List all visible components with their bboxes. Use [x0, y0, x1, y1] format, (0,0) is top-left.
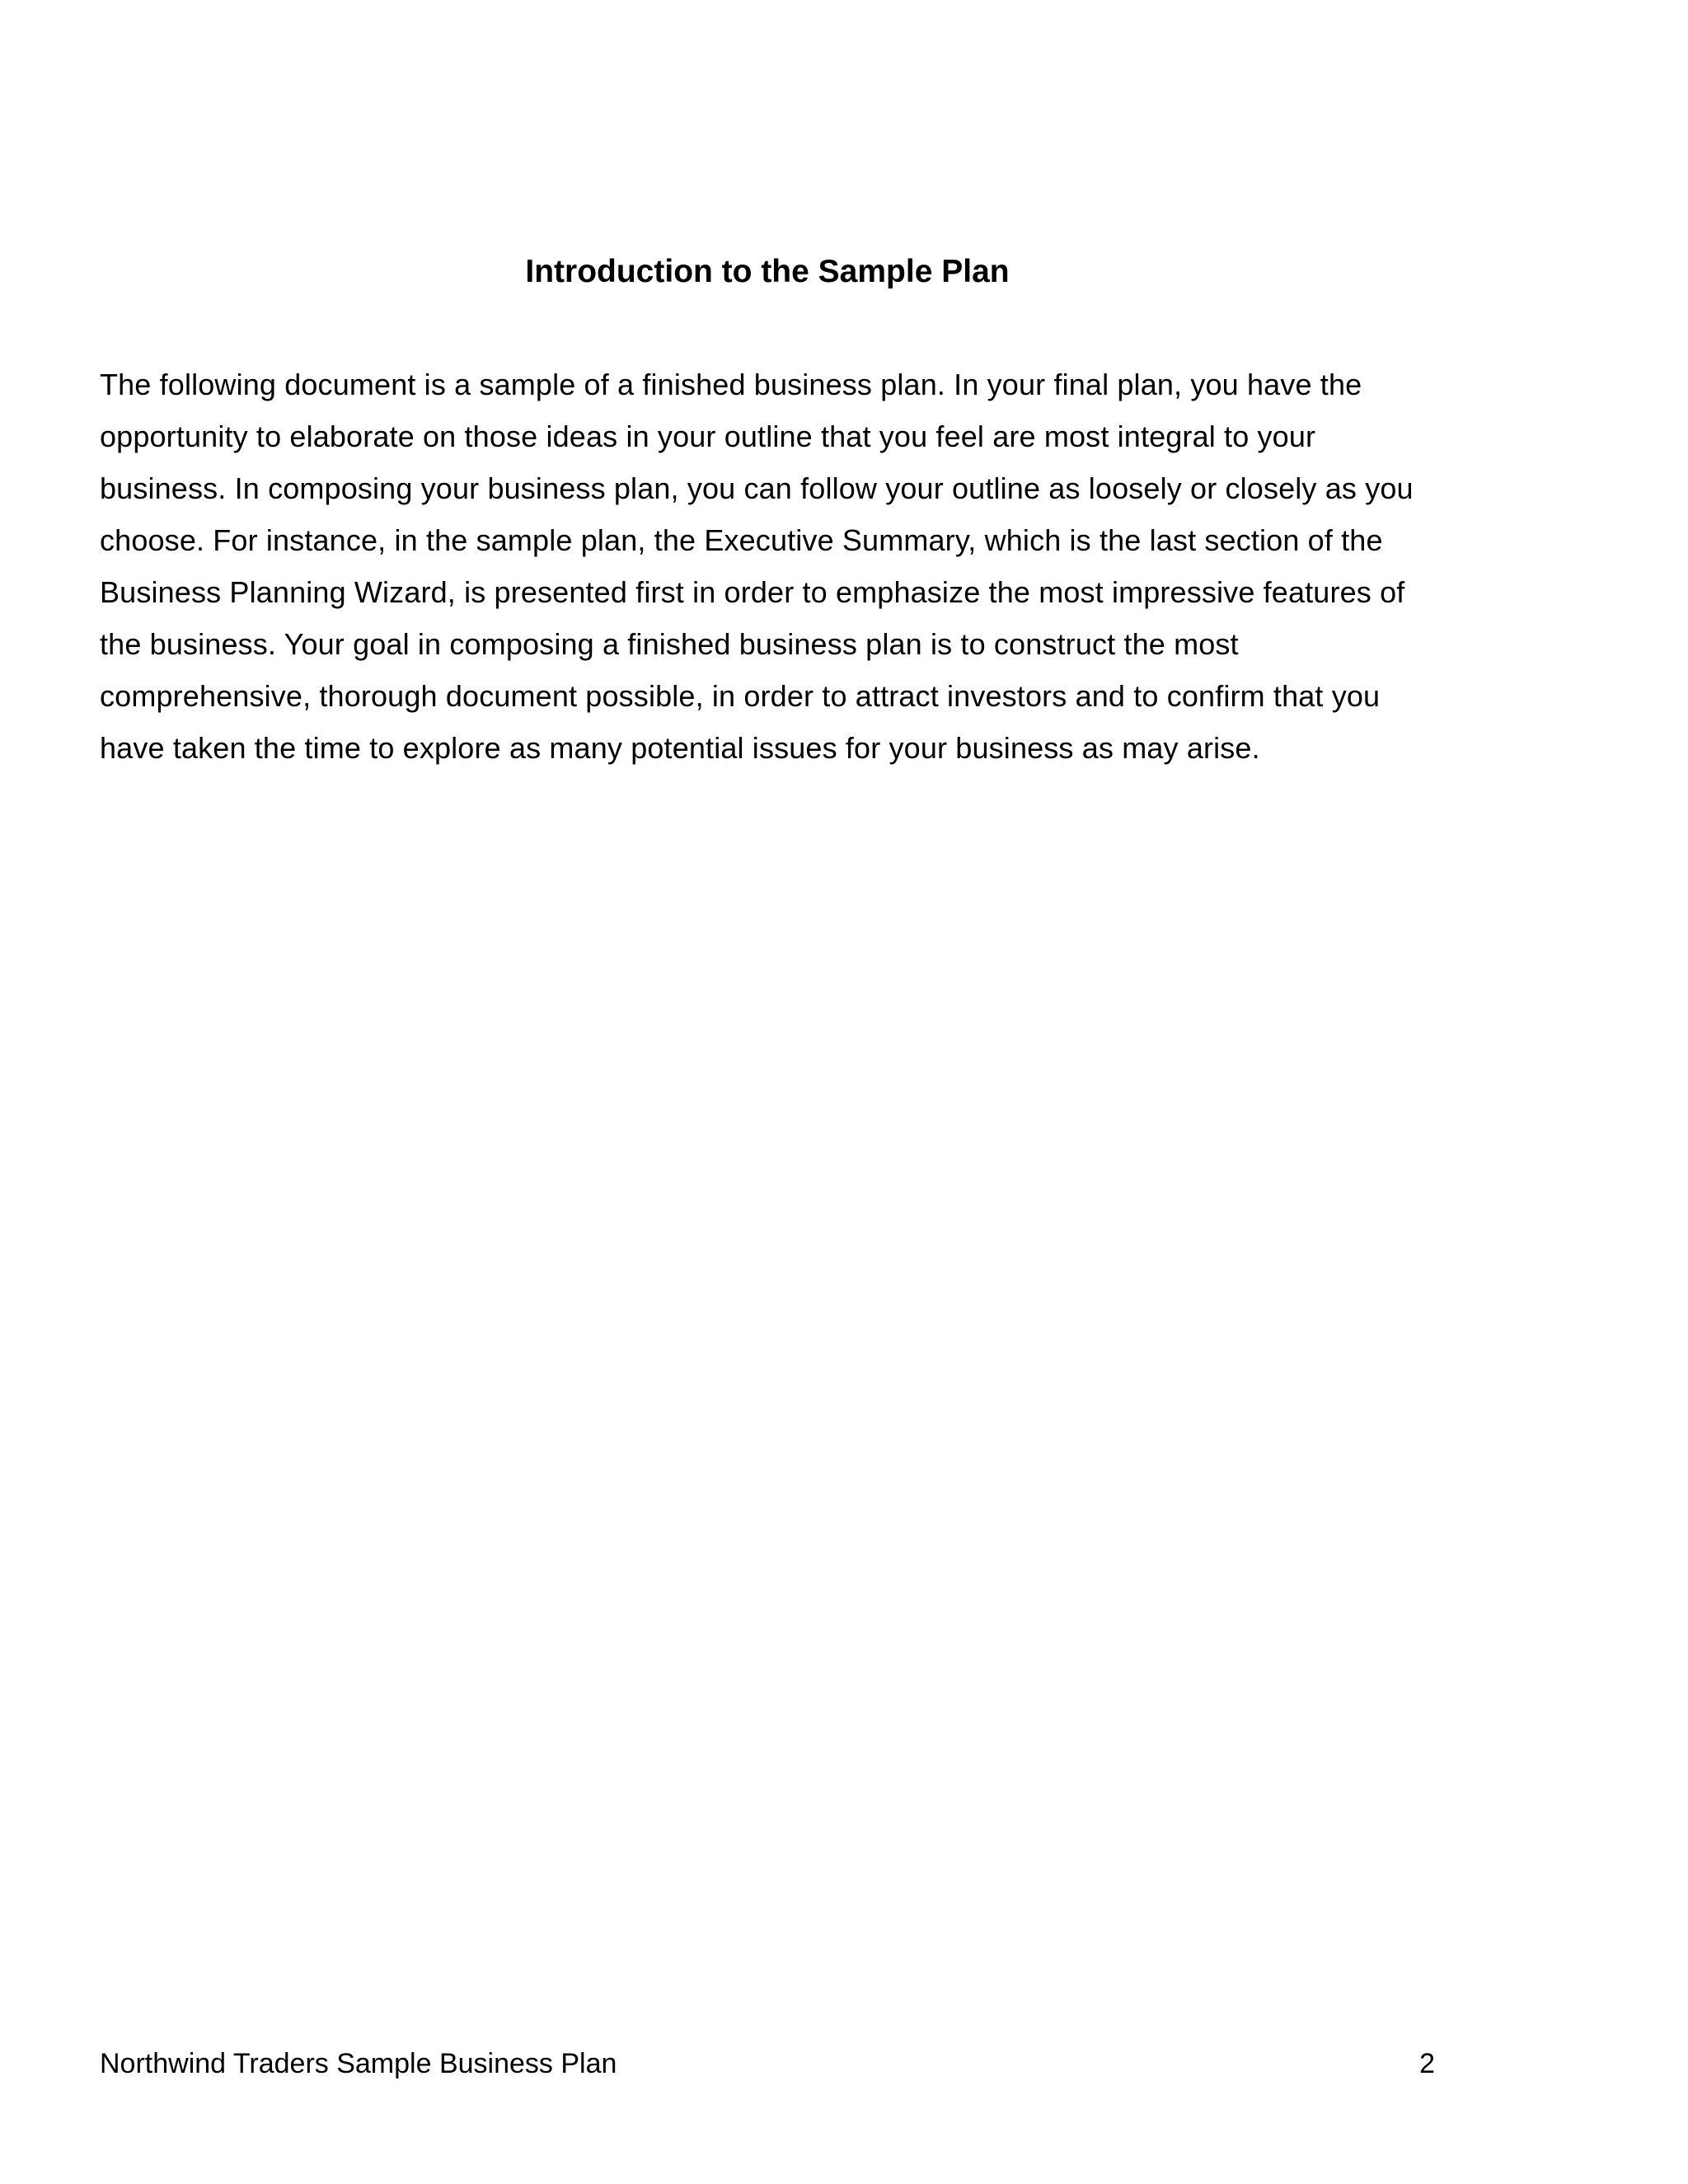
footer-document-name: Northwind Traders Sample Business Plan	[100, 2048, 617, 2079]
body-paragraph: The following document is a sample of a finished business plan. In your final plan, you have the opportunity to elaborate on those ideas in your outline that you feel are most integral to your business. In composing your business plan, you can follow your outline as loosely or closely as you choose. For instance, in the sample plan, the Executive Summary, which is the last section of the Business Planning Wizard, is presented first in order to emphasize the most impressive features of the business. Your goal in composing a finished business plan is to construct the most comprehensive, thorough document possible, in order to attract investors and to confirm that you have taken the time to explore as many potential issues for your business as may arise.	[100, 368, 1414, 765]
footer-page-number: 2	[1419, 2048, 1435, 2079]
page-title: Introduction to the Sample Plan	[525, 254, 1010, 289]
